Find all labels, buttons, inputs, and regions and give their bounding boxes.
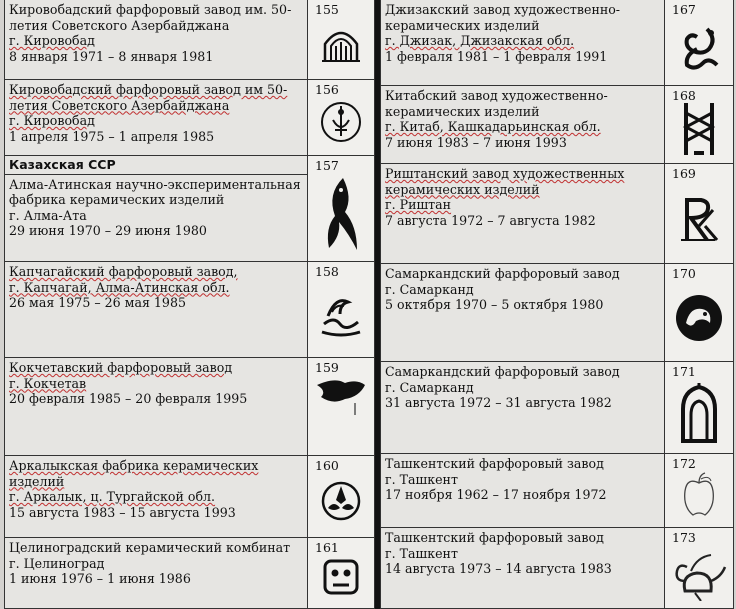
table-row xyxy=(380,86,734,164)
factory-name: Риштанский завод художественных керамических изделий xyxy=(385,166,625,197)
factory-name: Капчагайский фарфоровый завод, xyxy=(9,264,238,279)
round-bird-icon xyxy=(674,293,724,343)
mark-number: 173 xyxy=(672,530,696,545)
bird-mark-icon xyxy=(321,176,361,254)
factory-city: г. Самарканд xyxy=(385,281,474,297)
factory-city: г. Алма-Ата xyxy=(9,207,87,223)
factory-city: г. Кировобад xyxy=(9,33,95,48)
mark-number: 156 xyxy=(315,82,339,97)
factory-city: г. Китаб, Кашкадарьинская обл. xyxy=(385,119,601,134)
swirl-mark-icon xyxy=(677,25,721,71)
factory-name: Ташкентский фарфоровый завод xyxy=(385,530,604,545)
factory-city: г. Ташкент xyxy=(385,545,458,561)
mark-number: 167 xyxy=(672,2,696,17)
factory-name: Аркалыкская фабрика керамических изделий xyxy=(9,458,259,489)
table-row xyxy=(4,0,375,80)
table-row xyxy=(4,156,375,262)
factory-city: г. Аркалык, ц. Тургайской обл. xyxy=(9,489,216,504)
ring-mark-icon xyxy=(320,480,362,522)
table-row xyxy=(4,80,375,156)
factory-name: Самаркандский фарфоровый завод xyxy=(385,364,620,379)
factory-dates: 17 ноября 1962 – 17 ноября 1972 xyxy=(385,487,607,502)
factory-dates: 15 августа 1983 – 15 августа 1993 xyxy=(9,504,236,520)
table-row xyxy=(4,358,375,456)
mark-number: 169 xyxy=(672,166,696,181)
mark-number: 161 xyxy=(315,540,339,555)
mark-number: 157 xyxy=(315,158,339,173)
factory-city: г. Капчагай, Алма-Атинская обл. xyxy=(9,279,230,295)
region-header: Казахская ССР xyxy=(5,156,307,175)
factory-dates: 20 февраля 1985 – 20 февраля 1995 xyxy=(9,391,248,406)
factory-name: Целиноградский керамический комбинат xyxy=(9,540,291,555)
arch-mark-icon xyxy=(319,22,363,66)
mark-number: 168 xyxy=(672,88,696,103)
rk-monogram-icon xyxy=(679,196,719,242)
table-row xyxy=(380,528,734,609)
factory-name: Китабский завод художественно-керамических изделий xyxy=(385,88,608,119)
factory-city: г. Кокчетав xyxy=(9,375,87,391)
mark-number: 171 xyxy=(672,364,696,379)
factory-name: Самаркандский фарфоровый завод xyxy=(385,266,620,281)
factory-dates: 29 июня 1970 – 29 июня 1980 xyxy=(9,223,207,238)
factory-dates: 1 апреля 1975 – 1 апреля 1985 xyxy=(9,128,215,144)
factory-city: г. Джизак, Джизакская обл. xyxy=(385,33,575,48)
mark-number: 155 xyxy=(315,2,339,17)
right-column xyxy=(380,0,734,609)
factory-dates: 1 июня 1976 – 1 июня 1986 xyxy=(9,571,191,586)
mark-number: 160 xyxy=(315,458,339,473)
square-face-icon xyxy=(321,557,361,597)
table-row xyxy=(380,362,734,454)
fish-mark-icon xyxy=(315,377,367,417)
mark-number: 172 xyxy=(672,456,696,471)
factory-dates: 7 августа 1972 – 7 августа 1982 xyxy=(385,212,596,228)
ornament-mark-icon xyxy=(680,101,718,157)
table-row xyxy=(380,454,734,528)
dome-mark-icon xyxy=(677,383,721,443)
factory-city: г. Ташкент xyxy=(385,471,458,487)
factory-dates: 14 августа 1973 – 14 августа 1983 xyxy=(385,561,612,576)
apple-outline-icon xyxy=(679,471,719,519)
factory-dates: 8 января 1971 – 8 января 1981 xyxy=(9,48,214,64)
circle-emblem-icon xyxy=(319,100,363,144)
mark-number: 158 xyxy=(315,264,339,279)
factory-dates: 31 августа 1972 – 31 августа 1982 xyxy=(385,395,612,410)
table-row xyxy=(4,262,375,358)
wave-mark-icon xyxy=(318,292,364,338)
factory-city: г. Целиноград xyxy=(9,555,105,571)
factory-name: Кировобадский фарфоровый завод им 50-летия Советского Азербайджана xyxy=(9,82,288,113)
table-row xyxy=(4,538,375,609)
left-column xyxy=(4,0,375,609)
factory-dates: 1 февраля 1981 – 1 февраля 1991 xyxy=(385,48,608,64)
mark-number: 159 xyxy=(315,360,339,375)
mark-number: 170 xyxy=(672,266,696,281)
teapot-outline-icon xyxy=(671,551,727,601)
factory-name: Алма-Атинская научно-экспериментальная фабрика керамических изделий xyxy=(9,176,301,207)
factory-name: Джизакский завод художественно-керамических изделий xyxy=(385,2,621,33)
table-row xyxy=(380,164,734,264)
factory-name: Ташкентский фарфоровый завод xyxy=(385,456,604,471)
factory-name: Кокчетавский фарфоровый завод xyxy=(9,360,233,375)
factory-city: г. Кировобад xyxy=(9,113,95,128)
factory-name: Кировобадский фарфоровый завод им. 50-летия Советского Азербайджана xyxy=(9,2,292,33)
factory-city: г. Самарканд xyxy=(385,379,474,395)
table-row xyxy=(4,456,375,538)
factory-dates: 7 июня 1983 – 7 июня 1993 xyxy=(385,134,567,150)
factory-city: г. Риштан xyxy=(385,197,452,212)
factory-dates: 26 мая 1975 – 26 мая 1985 xyxy=(9,295,186,310)
table-row xyxy=(380,0,734,86)
table-row xyxy=(380,264,734,362)
factory-dates: 5 октября 1970 – 5 октября 1980 xyxy=(385,297,604,312)
